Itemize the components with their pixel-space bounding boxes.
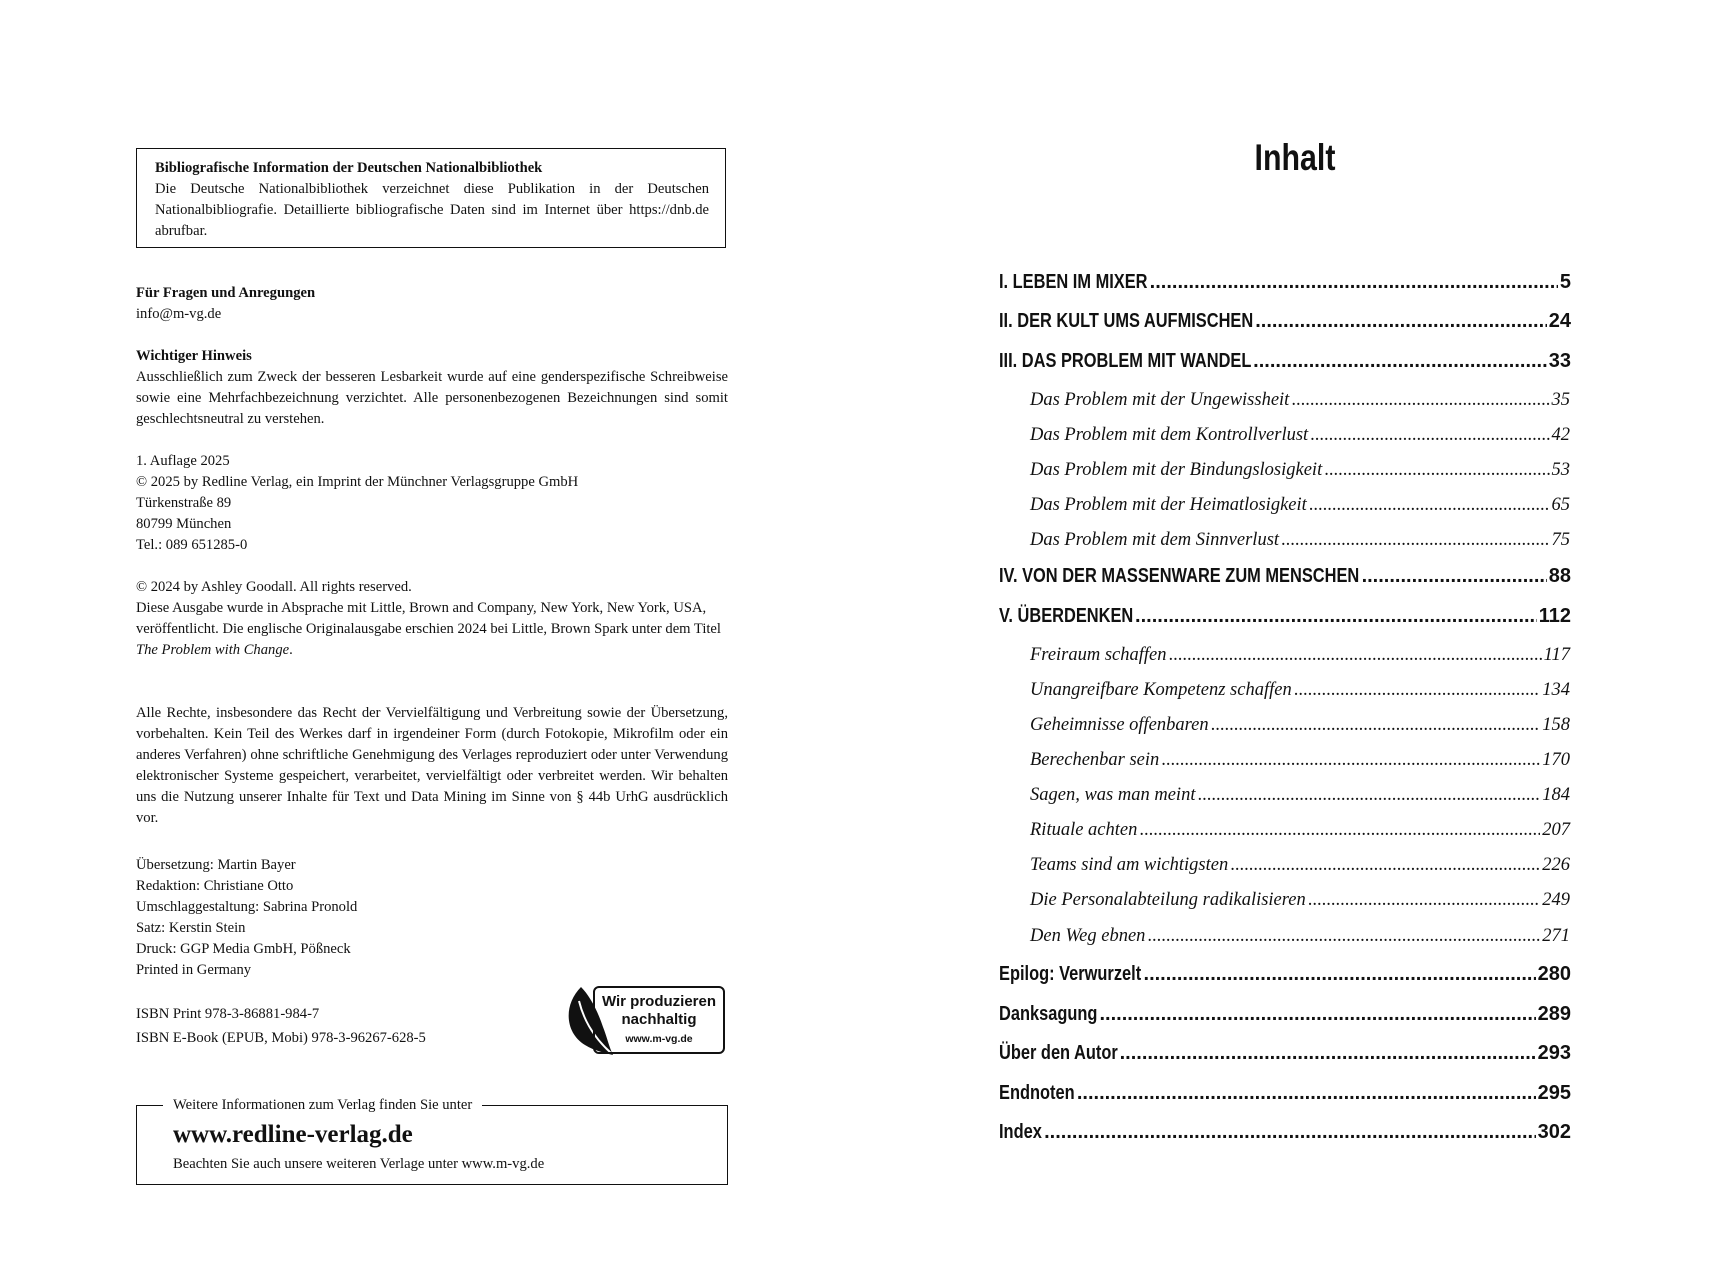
toc-entry-page: 53 bbox=[1551, 460, 1570, 480]
toc-entry-label: I. LEBEN IM MIXER bbox=[999, 271, 1148, 293]
toc-leader-dots bbox=[1294, 678, 1541, 702]
toc-entry-label: Das Problem mit dem Kontrollverlust bbox=[1030, 425, 1309, 445]
toc-entry-label: Epilog: Verwurzelt bbox=[999, 963, 1142, 985]
toc-chapter bbox=[999, 1040, 1571, 1066]
isbn-print: ISBN Print 978-3-86881-984-7 bbox=[136, 1006, 320, 1022]
toc-chapter bbox=[999, 1080, 1571, 1106]
imprint-edition: 1. Auflage 2025 bbox=[136, 453, 230, 469]
toc-entry-label: Teams sind am wichtigsten bbox=[1030, 855, 1229, 875]
original-title: The Problem with Change bbox=[136, 642, 290, 658]
toc-leader-dots bbox=[1230, 853, 1540, 877]
toc-leader-dots bbox=[1253, 348, 1547, 374]
isbn-block bbox=[136, 1004, 556, 1049]
isbn-ebook: ISBN E-Book (EPUB, Mobi) 978-3-96267-628-5 bbox=[136, 1030, 426, 1046]
toc-chapter bbox=[999, 269, 1571, 295]
publisher-box-heading: Weitere Informationen zum Verlag finden Sie unter bbox=[163, 1095, 482, 1115]
imprint-city: 80799 München bbox=[136, 516, 232, 532]
original-block bbox=[136, 577, 728, 661]
toc-entry-page: 24 bbox=[1548, 310, 1571, 332]
toc-entry-page: 5 bbox=[1559, 271, 1571, 293]
contact-heading: Für Fragen und Anregungen bbox=[136, 285, 316, 301]
toc-entry-page: 33 bbox=[1548, 350, 1571, 372]
toc-entry-label: Freiraum schaffen bbox=[1030, 645, 1167, 665]
credit-line: Redaktion: Christiane Otto bbox=[136, 878, 294, 894]
toc-section bbox=[1030, 853, 1570, 877]
toc-section bbox=[1030, 493, 1570, 517]
original-text bbox=[136, 598, 728, 661]
toc-chapter bbox=[999, 1119, 1571, 1145]
toc-leader-dots bbox=[1308, 888, 1541, 912]
toc-entry-page: 42 bbox=[1551, 425, 1570, 445]
toc-entry-label: V. ÜBERDENKEN bbox=[999, 605, 1134, 627]
toc-section bbox=[1030, 783, 1570, 807]
toc-entry-label: Das Problem mit der Bindungslosigkeit bbox=[1030, 460, 1323, 480]
toc-entry-page: 134 bbox=[1542, 680, 1570, 700]
toc-leader-dots bbox=[1150, 269, 1558, 295]
toc-leader-dots bbox=[1169, 643, 1542, 667]
toc-entry-page: 75 bbox=[1551, 530, 1570, 550]
toc-entry-page: 170 bbox=[1542, 750, 1570, 770]
contact-block bbox=[136, 283, 728, 325]
publisher-box bbox=[136, 1097, 728, 1185]
toc-leader-dots bbox=[1291, 388, 1549, 412]
notice-heading: Wichtiger Hinweis bbox=[136, 348, 252, 364]
toc-entry-page: 207 bbox=[1542, 820, 1570, 840]
original-text-before: Diese Ausgabe wurde in Absprache mit Little, Brown and Company, New York, New York, USA, veröffentlicht. Die englische Originalausgabe erschien 2024 bei Little, Brown Spark unter dem Titel bbox=[136, 600, 721, 637]
toc-chapter bbox=[999, 1001, 1571, 1027]
toc-section bbox=[1030, 748, 1570, 772]
dnb-info-title: Bibliografische Information der Deutschen Nationalbibliothek bbox=[155, 160, 543, 176]
toc-entry-page: 65 bbox=[1551, 495, 1570, 515]
dnb-info-box bbox=[136, 148, 726, 248]
toc-chapter bbox=[999, 563, 1571, 589]
toc-title: Inhalt bbox=[1254, 137, 1336, 178]
original-copyright: © 2024 by Ashley Goodall. All rights reserved. bbox=[136, 579, 412, 595]
notice-text: Ausschließlich zum Zweck der besseren Lesbarkeit wurde auf eine genderspezifische Schreibweise sowie eine Mehrfachbezeichnung verzichtet. Alle personenbezogenen Bezeichnungen sind somit geschlechtsneutral zu verstehen. bbox=[136, 369, 728, 427]
toc-entry-page: 35 bbox=[1551, 390, 1570, 410]
toc-entry-label: Index bbox=[999, 1121, 1042, 1143]
imprint-phone: Tel.: 089 651285-0 bbox=[136, 537, 248, 553]
contact-email: info@m-vg.de bbox=[136, 306, 222, 322]
toc-section bbox=[1030, 678, 1570, 702]
toc-entry-label: Über den Autor bbox=[999, 1042, 1118, 1064]
publisher-more: Beachten Sie auch unsere weiteren Verlage unter www.m-vg.de bbox=[173, 1156, 545, 1172]
toc-entry-page: 88 bbox=[1548, 565, 1571, 587]
toc-leader-dots bbox=[1255, 308, 1547, 334]
toc-leader-dots bbox=[1144, 961, 1536, 987]
toc-leader-dots bbox=[1147, 924, 1540, 948]
credit-line: Druck: GGP Media GmbH, Pößneck bbox=[136, 941, 351, 957]
toc-entry-label: Das Problem mit dem Sinnverlust bbox=[1030, 530, 1280, 550]
toc-entry-label: Sagen, was man meint bbox=[1030, 785, 1196, 805]
toc-entry-page: 293 bbox=[1537, 1042, 1571, 1064]
toc-entry-page: 295 bbox=[1537, 1082, 1571, 1104]
toc-entry-page: 280 bbox=[1537, 963, 1571, 985]
toc-leader-dots bbox=[1197, 783, 1540, 807]
toc-chapter bbox=[999, 308, 1571, 334]
toc-entry-label: Geheimnisse offenbaren bbox=[1030, 715, 1209, 735]
toc-entry-page: 117 bbox=[1543, 645, 1570, 665]
toc-section bbox=[1030, 643, 1570, 667]
toc-entry-label: Berechenbar sein bbox=[1030, 750, 1160, 770]
toc-leader-dots bbox=[1099, 1001, 1535, 1027]
credits-block bbox=[136, 855, 728, 981]
toc-chapter bbox=[999, 961, 1571, 987]
toc-leader-dots bbox=[1211, 713, 1541, 737]
toc-leader-dots bbox=[1139, 818, 1540, 842]
toc-leader-dots bbox=[1324, 458, 1549, 482]
imprint-copyright: © 2025 by Redline Verlag, ein Imprint der Münchner Verlagsgruppe GmbH bbox=[136, 474, 579, 490]
credit-line: Printed in Germany bbox=[136, 962, 252, 978]
toc-section bbox=[1030, 458, 1570, 482]
toc-entry-page: 249 bbox=[1542, 890, 1570, 910]
toc-entry-page: 158 bbox=[1542, 715, 1570, 735]
toc-leader-dots bbox=[1044, 1119, 1536, 1145]
toc-leader-dots bbox=[1310, 423, 1549, 447]
toc-entry-label: Den Weg ebnen bbox=[1030, 926, 1146, 946]
toc-leader-dots bbox=[1135, 603, 1537, 629]
toc-entry-label: IV. VON DER MASSENWARE ZUM MENSCHEN bbox=[999, 565, 1360, 587]
publisher-url[interactable]: www.redline-verlag.de bbox=[173, 1121, 413, 1148]
imprint-block bbox=[136, 451, 728, 556]
badge-line1: Wir produzieren bbox=[601, 993, 717, 1010]
credit-line: Satz: Kerstin Stein bbox=[136, 920, 246, 936]
toc-entry-label: Die Personalabteilung radikalisieren bbox=[1030, 890, 1306, 910]
toc-section bbox=[1030, 818, 1570, 842]
toc-leader-dots bbox=[1362, 563, 1547, 589]
toc-chapter bbox=[999, 603, 1571, 629]
toc-leader-dots bbox=[1161, 748, 1540, 772]
toc-entry-page: 112 bbox=[1538, 605, 1571, 627]
dnb-info-text: Die Deutsche Nationalbibliothek verzeichnet diese Publikation in der Deutschen Nationalbibliografie. Detaillierte bibliografische Daten sind im Internet über https://dnb.de abrufbar. bbox=[155, 181, 709, 239]
toc-entry-label: II. DER KULT UMS AUFMISCHEN bbox=[999, 310, 1254, 332]
imprint-street: Türkenstraße 89 bbox=[136, 495, 232, 511]
credit-line: Umschlaggestaltung: Sabrina Pronold bbox=[136, 899, 358, 915]
toc-entry-label: Danksagung bbox=[999, 1003, 1098, 1025]
toc-chapter bbox=[999, 348, 1571, 374]
toc-entry-page: 184 bbox=[1542, 785, 1570, 805]
toc-entry-label: Unangreifbare Kompetenz schaffen bbox=[1030, 680, 1292, 700]
toc-entry-label: Das Problem mit der Ungewissheit bbox=[1030, 390, 1290, 410]
toc-entry-page: 302 bbox=[1537, 1121, 1571, 1143]
original-text-after: . bbox=[289, 642, 293, 658]
rights-block: Alle Rechte, insbesondere das Recht der Vervielfältigung und Verbreitung sowie der Übersetzung, vorbehalten. Kein Teil des Werkes darf in irgendeiner Form (durch Fotokopie, Mikrofilm oder ein anderes Verfahren) ohne schriftliche Genehmigung des Verlages reproduziert oder unter Verwendung elektronischer Systeme gespeichert, verarbeitet, vervielfältigt oder verbreitet werden. Wir behalten uns die Nutzung unserer Inhalte für Text und Data Mining im Sinne von § 44b UrhG ausdrücklich vor. bbox=[136, 705, 728, 826]
toc-section bbox=[1030, 713, 1570, 737]
toc-entry-label: III. DAS PROBLEM MIT WANDEL bbox=[999, 350, 1252, 372]
toc-leader-dots bbox=[1309, 493, 1550, 517]
toc-leader-dots bbox=[1120, 1040, 1536, 1066]
toc-section bbox=[1030, 924, 1570, 948]
toc-entry-page: 226 bbox=[1542, 855, 1570, 875]
badge-url: www.m-vg.de bbox=[625, 1033, 693, 1045]
toc-leader-dots bbox=[1281, 528, 1549, 552]
toc-entry-label: Rituale achten bbox=[1030, 820, 1138, 840]
toc-section bbox=[1030, 388, 1570, 412]
toc-section bbox=[1030, 423, 1570, 447]
badge-line2: nachhaltig bbox=[621, 1011, 697, 1028]
toc-section bbox=[1030, 528, 1570, 552]
sustainability-badge bbox=[565, 983, 728, 1057]
toc-section bbox=[1030, 888, 1570, 912]
toc-entry-label: Endnoten bbox=[999, 1082, 1075, 1104]
toc-leader-dots bbox=[1077, 1080, 1536, 1106]
credit-line: Übersetzung: Martin Bayer bbox=[136, 857, 296, 873]
toc-entry-page: 289 bbox=[1537, 1003, 1571, 1025]
notice-block bbox=[136, 346, 728, 430]
toc-entry-label: Das Problem mit der Heimatlosigkeit bbox=[1030, 495, 1307, 515]
toc-entry-page: 271 bbox=[1542, 926, 1570, 946]
